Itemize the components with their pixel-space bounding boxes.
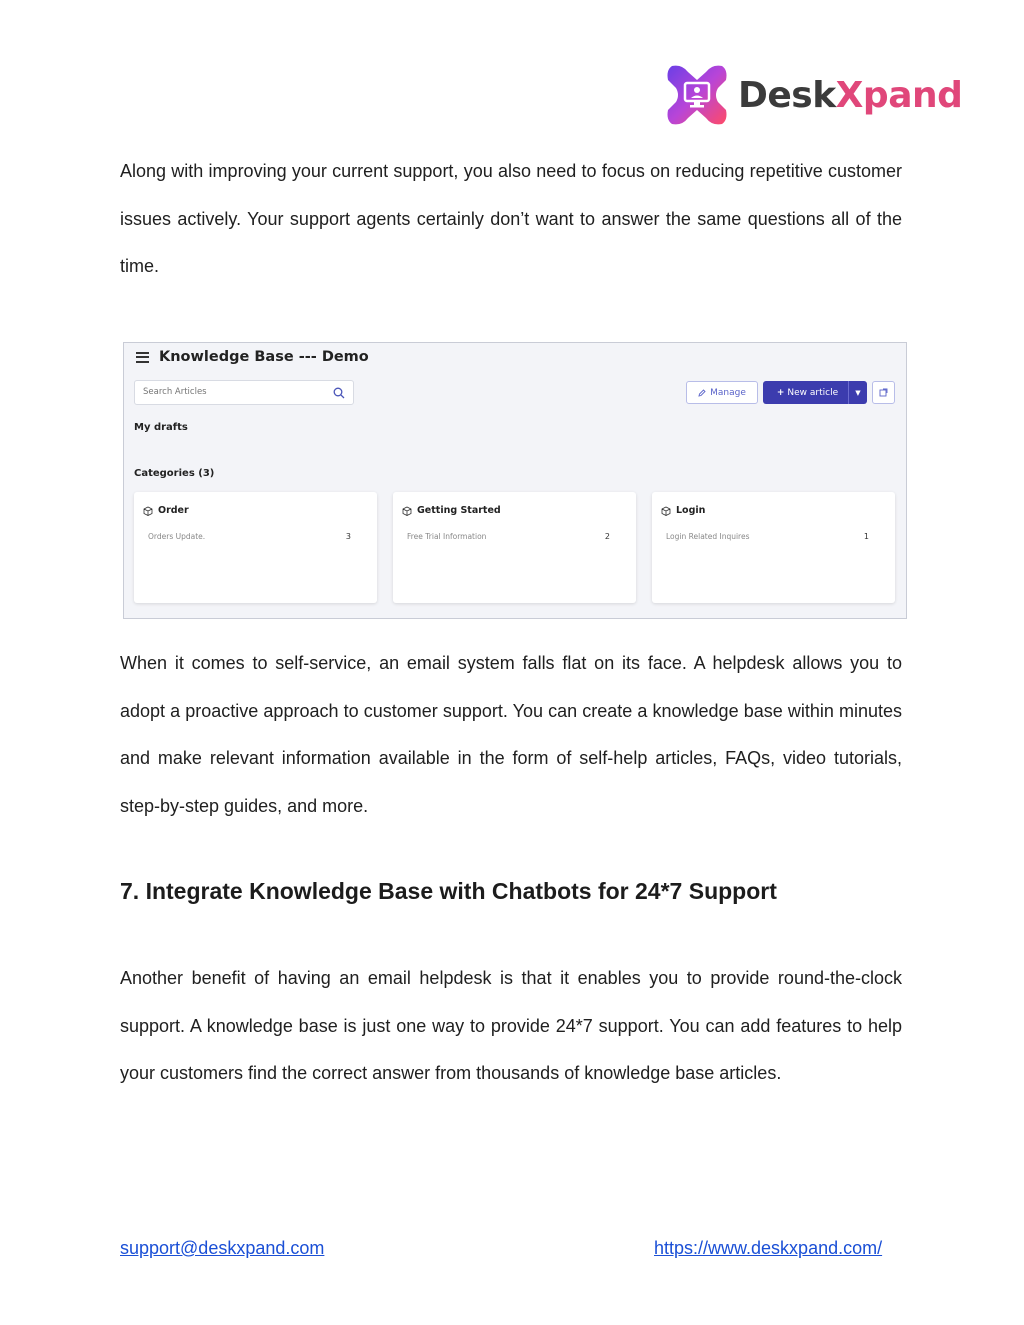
search-articles-input[interactable] bbox=[143, 387, 323, 397]
logo-text-desk: Desk bbox=[738, 74, 836, 116]
plus-icon: + bbox=[776, 387, 785, 398]
category-count: 1 bbox=[863, 532, 869, 541]
manage-button[interactable] bbox=[686, 381, 758, 404]
logo-wordmark bbox=[738, 75, 962, 116]
box-icon bbox=[143, 506, 153, 516]
categories-label: Categories (3) bbox=[134, 468, 215, 479]
category-description: Orders Update. bbox=[148, 532, 206, 541]
footer-email-link[interactable]: support@deskxpand.com bbox=[120, 1238, 325, 1258]
category-title: Getting Started bbox=[417, 505, 501, 516]
box-icon bbox=[661, 506, 671, 516]
search-articles-field[interactable] bbox=[134, 380, 354, 405]
category-card-order[interactable] bbox=[134, 492, 377, 603]
brand-logo bbox=[664, 60, 963, 130]
dropdown-caret-icon[interactable]: ▼ bbox=[848, 381, 867, 404]
section-heading: 7. Integrate Knowledge Base with Chatbots for 24*7 Support bbox=[120, 878, 777, 904]
new-article-button[interactable] bbox=[763, 381, 867, 404]
hamburger-menu-icon[interactable] bbox=[136, 352, 149, 363]
kb-header bbox=[136, 349, 369, 365]
manage-label: Manage bbox=[710, 387, 746, 398]
logo-text-xpand: Xpand bbox=[835, 74, 963, 116]
search-icon[interactable] bbox=[333, 387, 345, 399]
paragraph-round-the-clock: Another benefit of having an email helpdesk is that it enables you to provide round-the-clock support. A knowledge base is just one way to provide 24*7 support. You can add features to help your customers find the correct answer from thousands of knowledge base articles. bbox=[120, 968, 902, 1083]
category-count: 2 bbox=[604, 532, 610, 541]
paragraph-self-service: When it comes to self-service, an email system falls flat on its face. A helpdesk allows you to adopt a proactive approach to customer support. You can create a knowledge base within minutes and make relevant information available in the form of self-help articles, FAQs, video tutorials, step-by-step guides, and more. bbox=[120, 653, 902, 816]
category-card-login[interactable] bbox=[652, 492, 895, 603]
new-article-label: New article bbox=[787, 387, 839, 398]
paragraph-intro: Along with improving your current support, you also need to focus on reducing repetitive customer issues actively. Your support agents certainly don’t want to answer the same questions all of the time. bbox=[120, 161, 902, 276]
deskxpand-logo-icon bbox=[664, 62, 730, 128]
category-description: Login Related Inquires bbox=[666, 532, 750, 541]
open-external-icon bbox=[879, 388, 888, 397]
category-card-getting-started[interactable] bbox=[393, 492, 636, 603]
open-external-button[interactable] bbox=[872, 381, 895, 404]
pencil-icon bbox=[698, 389, 706, 397]
category-title: Order bbox=[158, 505, 189, 516]
category-count: 3 bbox=[345, 532, 351, 541]
knowledge-base-screenshot bbox=[123, 342, 907, 619]
footer-website-link[interactable]: https://www.deskxpand.com/ bbox=[654, 1238, 883, 1258]
category-description: Free Trial Information bbox=[407, 532, 487, 541]
box-icon bbox=[402, 506, 412, 516]
category-title: Login bbox=[676, 505, 706, 516]
my-drafts-label: My drafts bbox=[134, 422, 188, 433]
kb-title: Knowledge Base --- Demo bbox=[159, 349, 369, 365]
